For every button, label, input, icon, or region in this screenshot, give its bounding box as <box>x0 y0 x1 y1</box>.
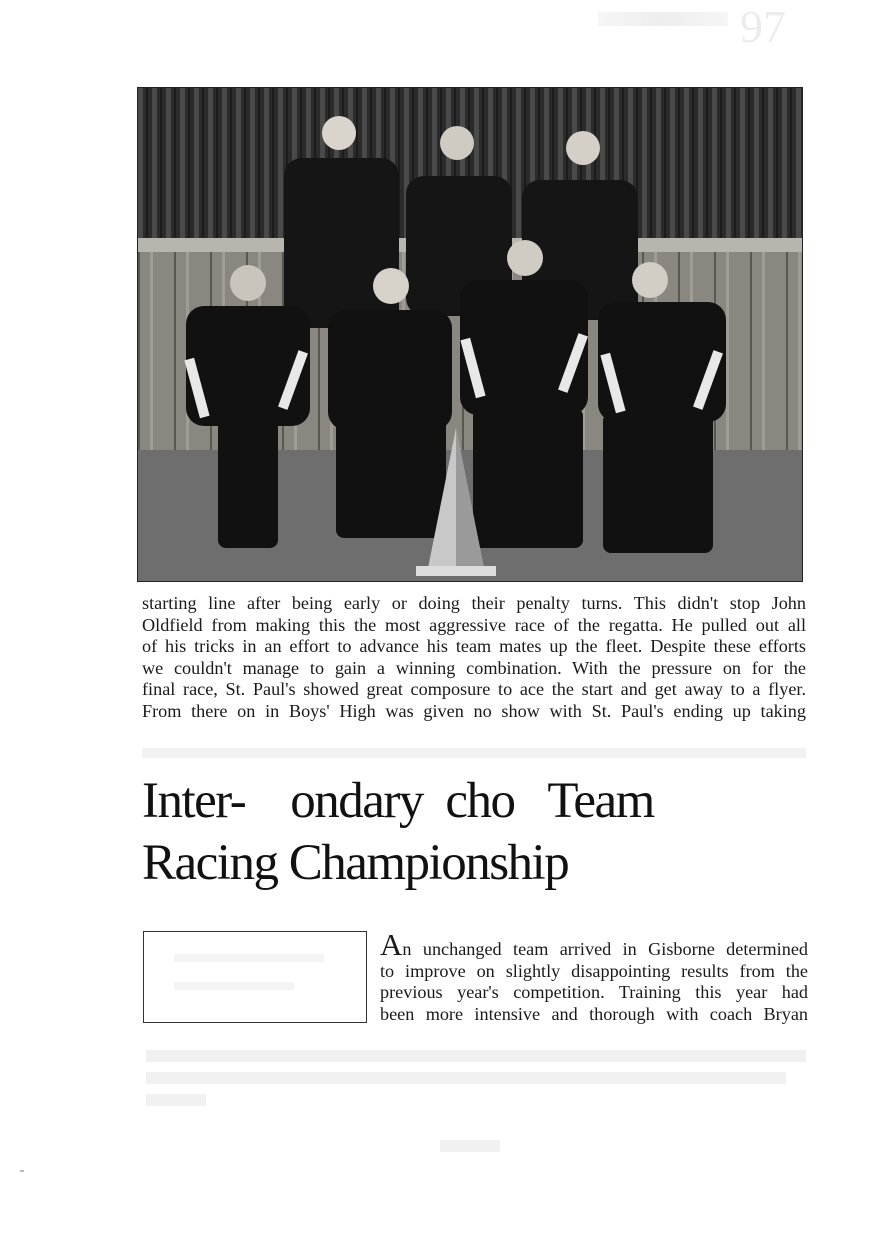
caption-box <box>143 931 367 1023</box>
intro-line: been more intensive and thorough with coach Bryan <box>380 1003 808 1024</box>
drop-cap: A <box>380 927 403 962</box>
heading-line-2: Racing Championship <box>142 835 569 891</box>
bleed-through <box>440 1140 500 1152</box>
bleed-through <box>146 1050 806 1062</box>
bleed-through <box>146 1072 786 1084</box>
edge-mark <box>20 1170 24 1172</box>
article-text <box>142 593 806 723</box>
running-header <box>598 12 728 26</box>
article-line: Oldfield from making this the most aggressive race of the regatta. He pulled out all <box>142 614 806 635</box>
team-photo <box>137 87 803 582</box>
bleed-through <box>174 954 324 962</box>
intro-line: n unchanged team arrived in Gisborne determined <box>402 939 808 959</box>
page-number: 97 <box>740 1 786 52</box>
article-line: starting line after being early or doing their penalty turns. This didn't stop John <box>142 593 806 613</box>
bleed-through <box>142 748 806 758</box>
article-line: From there on in Boys' High was given no show with St. Paul's ending up taking <box>142 700 806 721</box>
section-heading <box>142 770 812 894</box>
heading-line-1: Inter- ondary cho Team <box>142 773 654 829</box>
intro-text <box>380 927 808 1025</box>
team-photo-image <box>138 88 803 582</box>
intro-line: previous year's competition. Training this year had <box>380 982 808 1003</box>
intro-first-line <box>380 927 808 962</box>
article-line: final race, St. Paul's showed great composure to ace the start and get away to a flyer. <box>142 679 806 700</box>
article-line: we couldn't manage to gain a winning combination. With the pressure on for the <box>142 657 806 678</box>
intro-line: to improve on slightly disappointing results from the <box>380 960 808 981</box>
article-line: of his tricks in an effort to advance his team mates up the fleet. Despite these efforts <box>142 636 806 657</box>
bleed-through <box>146 1094 206 1106</box>
bleed-through <box>174 982 294 990</box>
